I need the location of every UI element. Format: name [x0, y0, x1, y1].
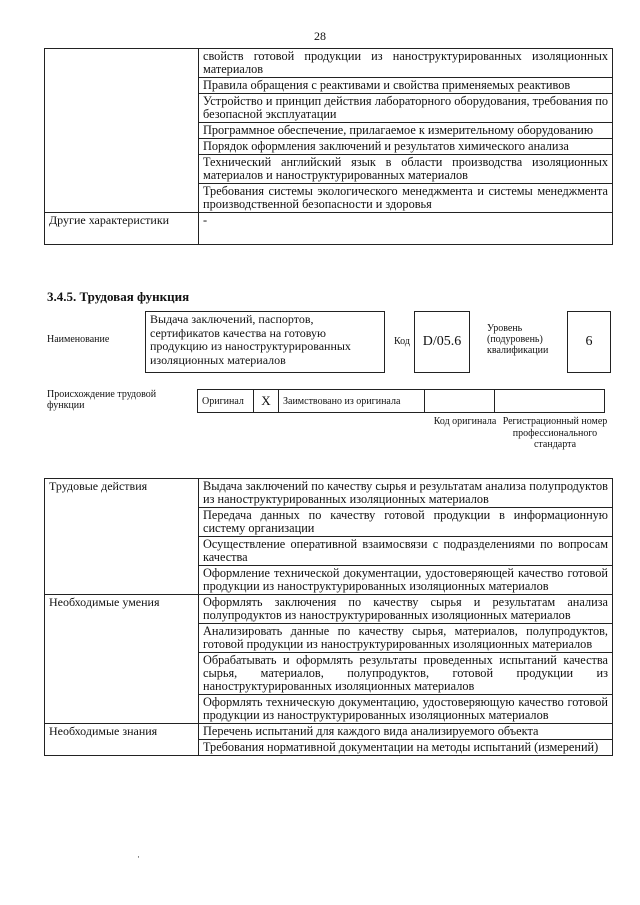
row-label	[45, 49, 199, 213]
table-row	[198, 390, 605, 413]
table-cell: Оформлять техническую документацию, удостоверяющую качество готовой продукции из наноструктурированных изоляционных материалов	[199, 695, 613, 724]
table-row	[45, 595, 613, 624]
table-cell: Осуществление оперативной взаимосвязи с подразделениями по вопросам качества	[199, 537, 613, 566]
code-label: Код	[394, 336, 410, 347]
row-label: Необходимые знания	[45, 724, 199, 756]
code-original-label: Код оригинала	[433, 416, 497, 427]
row-label: Трудовые действия	[45, 479, 199, 595]
table-cell: Программное обеспечение, прилагаемое к измерительному оборудованию	[199, 123, 613, 139]
table-cell: Технический английский язык в области производства изоляционных материалов и наноструктурированных материалов	[199, 155, 613, 184]
table-cell: Правила обращения с реактивами и свойства применяемых реактивов	[199, 78, 613, 94]
function-code: D/05.6	[414, 311, 470, 373]
table-cell: Перечень испытаний для каждого вида анализируемого объекта	[199, 724, 613, 740]
table-cell: Анализировать данные по качеству сырья, материалов, полупродуктов, готовой продукции из наноструктурированных изоляционных материалов	[199, 624, 613, 653]
table-cell: Требования нормативной документации на методы испытаний (измерений)	[199, 740, 613, 756]
table-cell: Оформление технической документации, удостоверяющей качество готовой продукции из наноструктурированных изоляционных материалов	[199, 566, 613, 595]
original-label: Оригинал	[198, 390, 254, 413]
origin-table	[197, 389, 605, 413]
borrowed-label: Заимствовано из оригинала	[279, 390, 425, 413]
table-row	[45, 213, 613, 245]
table-cell: Обрабатывать и оформлять результаты проведенных испытаний качества сырья, материалов, полупродуктов, готовой продукции из наноструктурированных изоляционных материалов	[199, 653, 613, 695]
table-cell: Оформлять заключения по качеству сырья и результатам анализа полупродуктов из наноструктурированных изоляционных материалов	[199, 595, 613, 624]
table-row	[45, 479, 613, 508]
name-label: Наименование	[47, 334, 110, 345]
row-label: Необходимые умения	[45, 595, 199, 724]
table-cell: -	[199, 213, 613, 245]
origin-label: Происхождение трудовой функции	[47, 389, 157, 411]
reg-number-label: Регистрационный номер профессионального стандарта	[502, 416, 608, 450]
table-cell: Требования системы экологического менеджмента и системы менеджмента производственной безопасности и здоровья	[199, 184, 613, 213]
row-label: Другие характеристики	[45, 213, 199, 245]
table-row	[45, 49, 613, 78]
reg-number-cell	[495, 390, 605, 413]
table-cell: Устройство и принцип действия лабораторного оборудования, требования по безопасной эксплуатации	[199, 94, 613, 123]
top-knowledge-table	[44, 48, 613, 245]
table-row	[45, 724, 613, 740]
scan-speck: ·	[137, 852, 140, 862]
qualification-level: 6	[567, 311, 611, 373]
labour-function-table	[44, 478, 613, 756]
code-original-cell	[425, 390, 495, 413]
table-cell: Порядок оформления заключений и результатов химического анализа	[199, 139, 613, 155]
table-cell: Выдача заключений по качеству сырья и результатам анализа полупродуктов из наноструктурированных изоляционных материалов	[199, 479, 613, 508]
level-label: Уровень (подуровень) квалификации	[487, 323, 549, 356]
original-mark: X	[254, 390, 279, 413]
section-heading: 3.4.5. Трудовая функция	[47, 289, 190, 304]
table-cell: Передача данных по качеству готовой продукции в информационную систему организации	[199, 508, 613, 537]
page-number: 28	[314, 29, 326, 43]
table-cell: свойств готовой продукции из наноструктурированных изоляционных материалов	[199, 49, 613, 78]
function-title: Выдача заключений, паспортов, сертификатов качества на готовую продукцию из наноструктурированных изоляционных материалов	[145, 311, 385, 373]
